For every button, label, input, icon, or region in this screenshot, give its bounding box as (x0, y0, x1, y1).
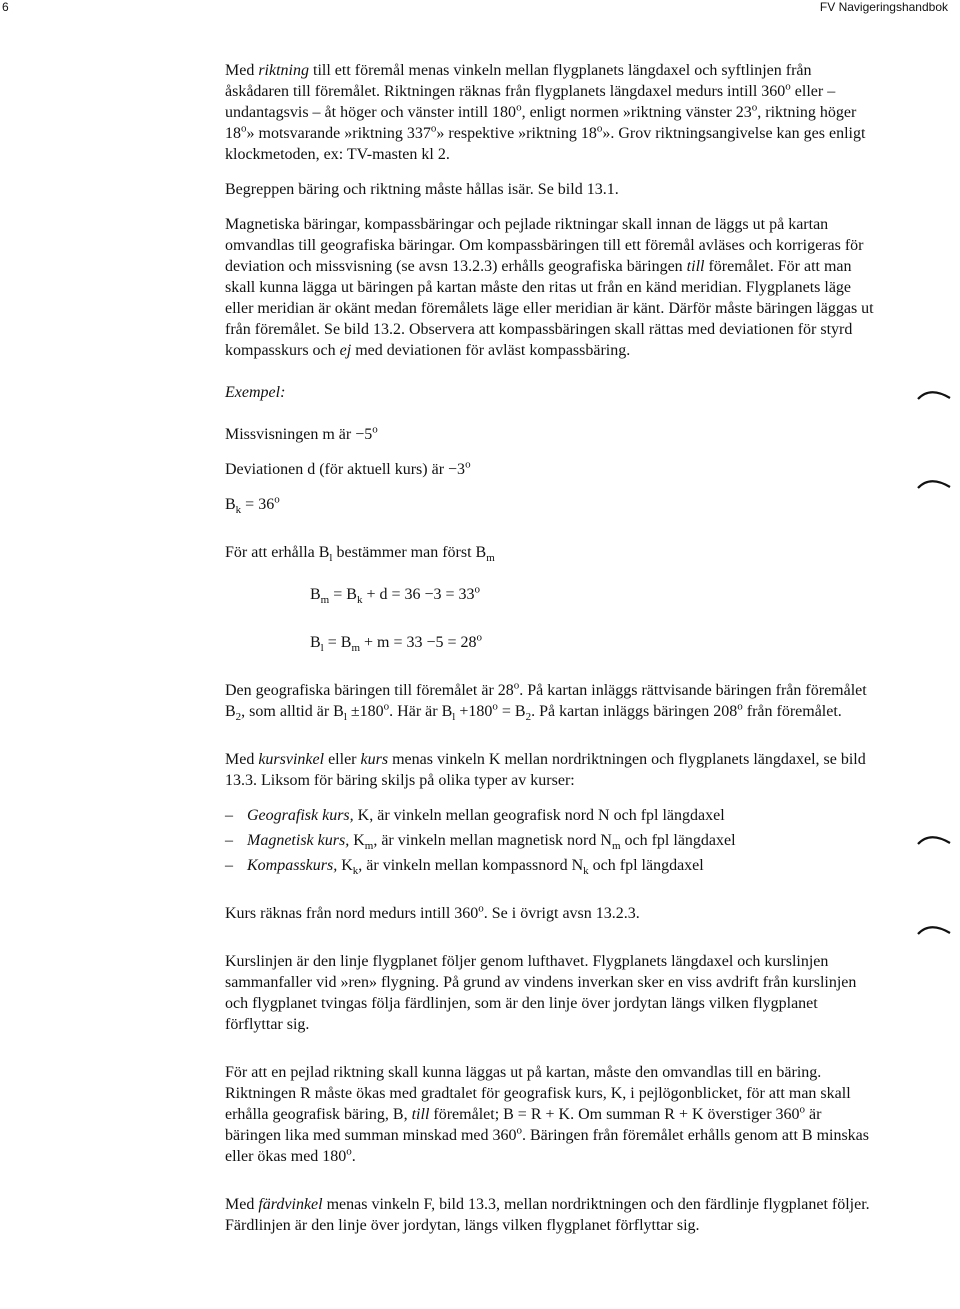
superscript-run: o (516, 101, 522, 114)
list-item-text (247, 805, 725, 826)
superscript-run: o (751, 101, 758, 114)
text-run: menas vinkeln K mellan nordriktningen och flygplanets längdaxel, se bild 13.3. Liksom för bäring skiljs på olika typer av kurser: (225, 751, 866, 789)
italic-run: färdvinkel (258, 1196, 323, 1213)
text-run: . På kartan inläggs rättvisande bäringen från föremålet B (225, 682, 867, 720)
italic-run: kurs (360, 751, 389, 768)
text-run: eller – undantagsvis – åt höger och vänster intill 180 (225, 83, 836, 121)
text-run: . Här är B (389, 703, 453, 720)
text-run: föremålet; B = R + K. Om summan R + K överstiger 360 (429, 1106, 800, 1123)
paragraph-kurs-raknas (225, 903, 875, 924)
text-run: , som alltid är B (241, 703, 344, 720)
text-run: Begreppen bäring och riktning måste hållas isär. Se bild 13.1. (225, 181, 619, 198)
list-item-text (247, 830, 736, 851)
subscript-run: 2 (525, 711, 532, 724)
text-run: ». Grov riktningsangivelse kan ges enligt klockmetoden, ex: TV-masten kl 2. (225, 125, 866, 163)
list-dash: – (225, 832, 233, 849)
italic-run: till (411, 1106, 430, 1123)
italic-run: Geografisk kurs, (247, 807, 354, 824)
text-run: B (310, 586, 321, 603)
superscript-run: o (474, 583, 481, 596)
list-item-magnetisk-kurs (225, 830, 875, 851)
page-number: 6 (2, 0, 9, 14)
text-run: = B (497, 703, 526, 720)
example-bk (225, 494, 875, 515)
text-run: Missvisningen m är −5 (225, 426, 373, 443)
text-run: K (337, 857, 353, 874)
italic-run: Exempel: (225, 384, 286, 401)
paragraph-kursvinkel (225, 749, 875, 791)
example-heading (225, 382, 875, 403)
text-run: Deviationen d (för aktuell kurs) är −3 (225, 461, 466, 478)
superscript-run: o (596, 122, 603, 135)
subscript-run: k (356, 594, 363, 607)
example-missvisning (225, 424, 875, 445)
text-run: till ett föremål menas vinkeln mellan flygplanets längdaxel och syftlinjen från åskådaren till föremålet. Riktningen räknas från flygplanets längdaxel medurs intill 360 (225, 62, 812, 100)
text-run: Kurs räknas från nord medurs intill 360 (225, 905, 479, 922)
text-run: För att en pejlad riktning skall kunna läggas ut på kartan, måste den omvandlas till en bäring. Riktningen R måste ökas med gradtalet för geografisk kurs, K, i pejlögonblicket, för att man skall erhålla geografisk bäring, B, (225, 1064, 851, 1123)
subscript-run: m (611, 840, 621, 853)
text-run: och fpl längdaxel (620, 832, 736, 849)
text-run: . På kartan inläggs bäringen 208 (531, 703, 738, 720)
paragraph-begreppen (225, 179, 875, 200)
text-run: menas vinkeln F, bild 13.3, mellan nordriktningen och den färdlinje flygplanet följer. Färdlinjen är den linje över jordytan, längs vilken flygplanet förflyttar sig. (225, 1196, 870, 1234)
example-deviation (225, 459, 875, 480)
italic-run: ej (339, 342, 352, 359)
subscript-run: k (583, 865, 589, 878)
list-item-kompasskurs (225, 855, 875, 876)
italic-run: Magnetisk kurs, (247, 832, 350, 849)
subscript-run: m (486, 552, 495, 565)
superscript-run: o (513, 679, 520, 692)
subscript-run: 2 (235, 711, 242, 724)
text-run: +180 (455, 703, 493, 720)
subscript-run: m (364, 840, 374, 853)
subscript-run: m (320, 594, 330, 607)
margin-caret-mark (917, 833, 951, 845)
example-intro-bl (225, 542, 875, 563)
text-run: = B (329, 586, 357, 603)
text-run: K, är vinkeln mellan geografisk nord N och fpl längdaxel (353, 807, 725, 824)
book-title: FV Navigeringshandbok (819, 0, 948, 14)
list-item-geografisk-kurs (225, 805, 875, 826)
text-run: och fpl längdaxel (588, 857, 704, 874)
text-run: B (310, 634, 321, 651)
text-run: . (351, 1148, 356, 1165)
text-run: + m = 33 −5 = 28 (360, 634, 477, 651)
margin-caret-mark (917, 923, 951, 935)
text-run: , enligt normen »riktning vänster 23 (521, 104, 752, 121)
subscript-run: m (351, 642, 360, 655)
margin-caret-mark (917, 477, 951, 489)
text-run: + d = 36 −3 = 33 (362, 586, 475, 603)
text-run: bestämmer man först B (332, 544, 487, 561)
text-run: från föremålet. (742, 703, 842, 720)
text-run: » motsvarande »riktning 337 (246, 125, 431, 142)
text-run: ±180 (346, 703, 384, 720)
page-header (0, 0, 960, 18)
superscript-run: o (383, 700, 390, 713)
superscript-run: o (372, 423, 378, 436)
superscript-run: o (241, 122, 247, 135)
text-run: Magnetiska bäringar, kompassbäringar och pejlade riktningar skall innan de läggs ut på kartan omvandlas till geografiska bäringar. Om kompassbäringen till ett föremål avläses och korrigeras för deviation och missvisning (se avsn 13.2.3) erhålls geografiska bäringen (225, 216, 864, 275)
text-run: är bäringen lika med summan minskad med 360 (225, 1106, 822, 1144)
text-run: Med (225, 62, 259, 79)
subscript-run: k (235, 504, 242, 517)
superscript-run: o (478, 902, 484, 915)
superscript-run: o (346, 1145, 352, 1158)
text-run: Den geografiska bäringen till föremålet är 28 (225, 682, 514, 699)
superscript-run: o (274, 493, 280, 506)
subscript-run: l (320, 642, 324, 655)
text-run: » respektive »riktning 18 (436, 125, 597, 142)
text-run: För att erhålla B (225, 544, 330, 561)
superscript-run: o (799, 1103, 806, 1116)
text-run: Kurslinjen är den linje flygplanet följer genom lufthavet. Flygplanets längdaxel och kurslinjen sammanfaller vid »ren» flygning. På grund av vindens inverkan sker en viss avdrift från kurslinjen och flygplanet tvingas följa färdlinjen, som är den linje över jordytan längs vilken flygplanet förflyttar sig. (225, 953, 857, 1033)
text-run: = 36 (241, 496, 275, 513)
subscript-run: l (329, 552, 333, 565)
page-body (225, 60, 875, 1236)
list-dash: – (225, 857, 233, 874)
superscript-run: o (785, 80, 791, 93)
paragraph-pejlad-riktning (225, 1062, 875, 1167)
text-run: . Se i övrigt avsn 13.2.3. (483, 905, 640, 922)
superscript-run: o (465, 458, 471, 471)
margin-caret-mark (917, 388, 951, 400)
superscript-run: o (492, 700, 498, 713)
text-run: Med (225, 1196, 259, 1213)
text-run: föremålet. För att man skall kunna lägga ut bäringen på kartan måste den ritas ut från en känd meridian. Flygplanets läge eller meridian är okänt medan föremålets läge eller meridian är känt. Därför måste bäringen läggas ut från föremålet. Se bild 13.2. Observera att kompassbäringen skall rättas med deviationen för styrd kompasskurs och (225, 258, 874, 359)
text-run: , är vinkeln mellan magnetisk nord N (373, 832, 612, 849)
course-type-list (225, 805, 875, 876)
text-run: = B (323, 634, 352, 651)
italic-run: riktning (258, 62, 309, 79)
subscript-run: l (343, 711, 347, 724)
paragraph-kurslinjen (225, 951, 875, 1035)
paragraph-geografiska-baringen (225, 680, 875, 722)
italic-run: till (686, 258, 705, 275)
superscript-run: o (430, 122, 437, 135)
paragraph-riktning (225, 60, 875, 165)
text-run: Med (225, 751, 259, 768)
superscript-run: o (737, 700, 743, 713)
superscript-run: o (476, 631, 483, 644)
list-dash: – (225, 807, 233, 824)
list-item-text (247, 855, 704, 876)
paragraph-magnetiska-baringar (225, 214, 875, 361)
text-run: , riktning höger 18 (225, 104, 857, 142)
italic-run: Kompasskurs, (247, 857, 338, 874)
italic-run: kursvinkel (258, 751, 325, 768)
text-run: . Bäringen från föremålet erhålls genom att B minskas eller ökas med 180 (225, 1127, 870, 1165)
subscript-run: k (352, 865, 359, 878)
paragraph-fardvinkel (225, 1194, 875, 1236)
text-run: K (349, 832, 365, 849)
text-run: med deviationen för avläst kompassbäring. (351, 342, 631, 359)
text-run: B (225, 496, 236, 513)
equation-bm (310, 584, 875, 605)
subscript-run: l (452, 711, 456, 724)
text-run: , är vinkeln mellan kompassnord N (358, 857, 584, 874)
equation-bl (310, 632, 875, 653)
superscript-run: o (516, 1124, 522, 1137)
text-run: eller (324, 751, 361, 768)
